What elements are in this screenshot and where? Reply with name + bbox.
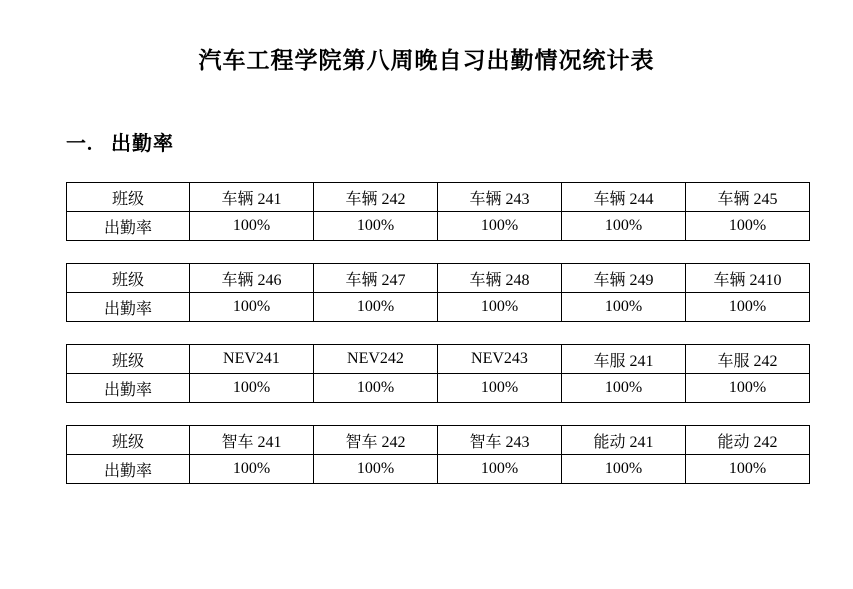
row-header-rate: 出勤率 xyxy=(67,374,190,403)
attendance-tables xyxy=(0,182,853,484)
table-row xyxy=(67,183,810,212)
class-name-cell: 车服 241 xyxy=(562,345,686,374)
rate-cell: 100% xyxy=(438,455,562,484)
table-row xyxy=(67,455,810,484)
row-header-class: 班级 xyxy=(67,264,190,293)
class-name-cell: 能动 241 xyxy=(562,426,686,455)
class-name-cell: 车辆 244 xyxy=(562,183,686,212)
table-row xyxy=(67,374,810,403)
attendance-table-4 xyxy=(66,425,810,484)
row-header-class: 班级 xyxy=(67,183,190,212)
table-row xyxy=(67,212,810,241)
class-name-cell: NEV241 xyxy=(190,345,314,374)
rate-cell: 100% xyxy=(562,455,686,484)
row-header-rate: 出勤率 xyxy=(67,293,190,322)
class-name-cell: 车辆 2410 xyxy=(686,264,810,293)
class-name-cell: 车辆 249 xyxy=(562,264,686,293)
class-name-cell: 能动 242 xyxy=(686,426,810,455)
table-row xyxy=(67,293,810,322)
class-name-cell: NEV243 xyxy=(438,345,562,374)
rate-cell: 100% xyxy=(686,455,810,484)
rate-cell: 100% xyxy=(562,212,686,241)
class-name-cell: 车辆 241 xyxy=(190,183,314,212)
class-name-cell: 车辆 243 xyxy=(438,183,562,212)
rate-cell: 100% xyxy=(686,212,810,241)
class-name-cell: 车服 242 xyxy=(686,345,810,374)
rate-cell: 100% xyxy=(314,293,438,322)
row-header-class: 班级 xyxy=(67,345,190,374)
rate-cell: 100% xyxy=(190,212,314,241)
rate-cell: 100% xyxy=(686,374,810,403)
table-row xyxy=(67,426,810,455)
row-header-rate: 出勤率 xyxy=(67,455,190,484)
class-name-cell: 车辆 248 xyxy=(438,264,562,293)
row-header-rate: 出勤率 xyxy=(67,212,190,241)
rate-cell: 100% xyxy=(438,212,562,241)
section-heading xyxy=(66,127,853,156)
rate-cell: 100% xyxy=(190,455,314,484)
rate-cell: 100% xyxy=(438,293,562,322)
class-name-cell: NEV242 xyxy=(314,345,438,374)
class-name-cell: 车辆 246 xyxy=(190,264,314,293)
rate-cell: 100% xyxy=(562,293,686,322)
attendance-table-3 xyxy=(66,344,810,403)
table-row xyxy=(67,264,810,293)
class-name-cell: 车辆 247 xyxy=(314,264,438,293)
attendance-table-2 xyxy=(66,263,810,322)
document-page xyxy=(0,42,853,589)
rate-cell: 100% xyxy=(190,374,314,403)
page-title: 汽车工程学院第八周晚自习出勤情况统计表 xyxy=(198,48,655,73)
class-name-cell: 车辆 242 xyxy=(314,183,438,212)
attendance-table-1 xyxy=(66,182,810,241)
rate-cell: 100% xyxy=(438,374,562,403)
class-name-cell: 车辆 245 xyxy=(686,183,810,212)
section-number: 一. xyxy=(66,133,93,155)
rate-cell: 100% xyxy=(314,212,438,241)
rate-cell: 100% xyxy=(314,455,438,484)
section-name: 出勤率 xyxy=(111,133,174,155)
rate-cell: 100% xyxy=(562,374,686,403)
rate-cell: 100% xyxy=(686,293,810,322)
table-row xyxy=(67,345,810,374)
class-name-cell: 智车 241 xyxy=(190,426,314,455)
class-name-cell: 智车 243 xyxy=(438,426,562,455)
rate-cell: 100% xyxy=(314,374,438,403)
rate-cell: 100% xyxy=(190,293,314,322)
class-name-cell: 智车 242 xyxy=(314,426,438,455)
row-header-class: 班级 xyxy=(67,426,190,455)
